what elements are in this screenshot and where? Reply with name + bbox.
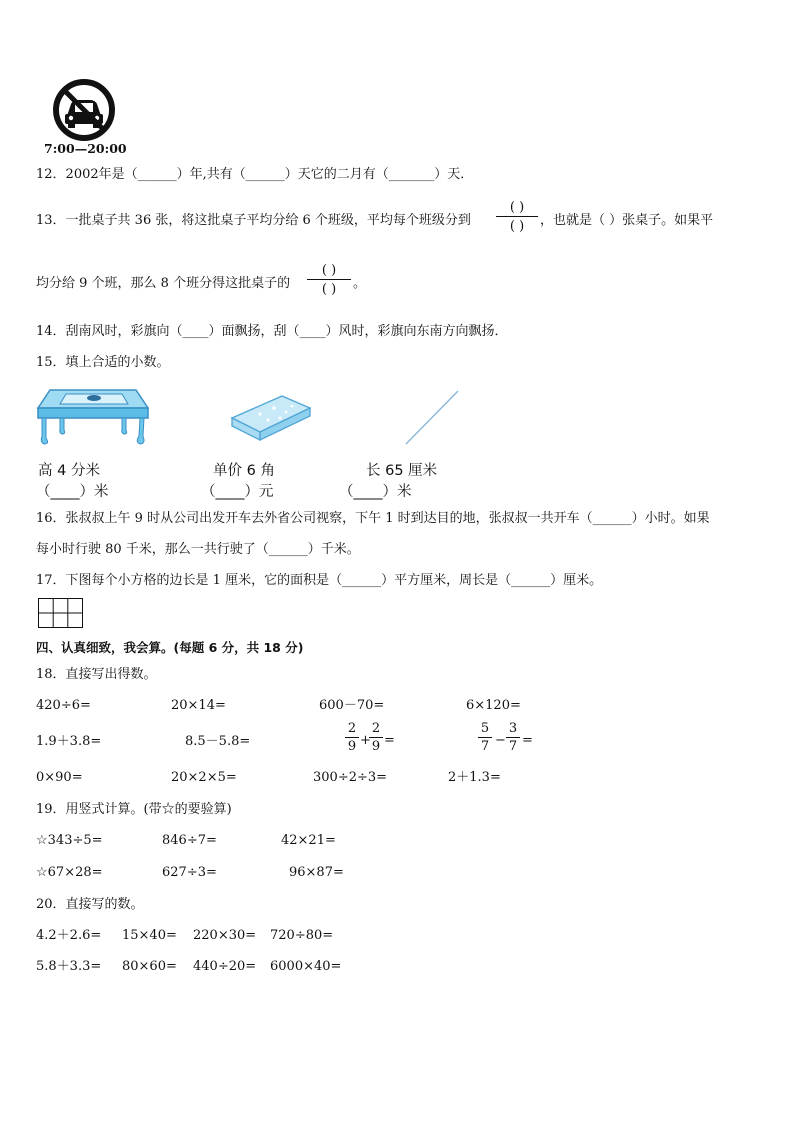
q18-fb-op: − <box>495 733 506 748</box>
q20-r2-c4: 6000×40= <box>270 959 342 974</box>
q18-fb1-den: 7 <box>480 739 490 754</box>
q13-frac1-top: ( ) <box>509 200 525 215</box>
q13-line1-a: 13．一批桌子共 36 张，将这批桌子平均分给 6 个班级，平均每个班级分到 <box>36 213 471 228</box>
q13-line1-b: ，也就是（ ）张桌子。如果平 <box>540 213 714 228</box>
q18-fa-op: + <box>360 733 371 748</box>
q15-title: 15．填上合适的小数。 <box>36 355 170 370</box>
q20-r1-c3: 220×30= <box>193 928 257 943</box>
q18-fb2-num: 3 <box>508 721 518 736</box>
q13-line2-a: 均分给 9 个班，那么 8 个班分得这批桌子的 <box>36 276 291 291</box>
q19-r2-c3: 96×87= <box>289 865 344 880</box>
q18-fraction-a2 <box>369 721 383 755</box>
q16-line1: 16．张叔叔上午 9 时从公司出发开车去外省公司视察，下午 1 时到达目的地，张叔叔一共开车（______）小时。如果 <box>36 511 710 526</box>
q18-fraction-b1 <box>478 721 492 755</box>
line-segment-illustration <box>400 388 462 448</box>
q18-fa1-num: 2 <box>347 721 357 736</box>
q18-r3-c3: 300÷2÷3= <box>313 770 388 785</box>
q20-r1-c1: 4.2＋2.6= <box>36 928 102 943</box>
q18-r2-c1: 1.9＋3.8= <box>36 734 102 749</box>
q13-frac1-bottom: ( ) <box>509 219 525 234</box>
q18-title: 18．直接写出得数。 <box>36 667 157 682</box>
q18-r1-c2: 20×14= <box>171 698 226 713</box>
q13-frac2-bottom: ( ) <box>321 282 337 297</box>
q15-blank-3[interactable]: （____）米 <box>339 484 412 500</box>
q15-caption-2: 单价 6 角 <box>213 463 275 479</box>
sign-time: 7:00—20:00 <box>44 141 127 156</box>
q13-fraction-2 <box>307 262 351 298</box>
q19-r1-c2: 846÷7= <box>162 833 217 848</box>
q18-fb-eq: = <box>522 733 533 748</box>
question-14: 14．刮南风时，彩旗向（____）面飘扬，刮（____）风时，彩旗向东南方向飘扬． <box>36 324 508 339</box>
q18-r3-c4: 2＋1.3= <box>448 770 501 785</box>
q18-fa2-num: 2 <box>371 721 381 736</box>
q18-fraction-a1 <box>345 721 359 755</box>
q20-title: 20．直接写的数。 <box>36 897 144 912</box>
question-12: 12．2002年是（______）年,共有（______）天它的二月有（_______）天． <box>36 167 474 182</box>
q18-r1-c1: 420÷6= <box>36 698 91 713</box>
q20-r2-c2: 80×60= <box>122 959 177 974</box>
q18-r3-c1: 0×90= <box>36 770 83 785</box>
grid-figure <box>38 598 84 630</box>
q18-fa-eq: = <box>384 733 395 748</box>
q18-fraction-b2 <box>506 721 520 755</box>
q18-r2-c2: 8.5－5.8= <box>185 734 251 749</box>
q20-r2-c3: 440÷20= <box>193 959 257 974</box>
q18-fb2-den: 7 <box>508 739 518 754</box>
q19-r1-c1: ☆343÷5= <box>36 833 103 848</box>
q15-caption-1: 高 4 分米 <box>38 463 100 479</box>
table-illustration <box>36 384 156 454</box>
q19-r2-c2: 627÷3= <box>162 865 217 880</box>
q18-r1-c3: 600－70= <box>319 698 385 713</box>
eraser-illustration <box>230 394 314 444</box>
no-car-icon <box>52 78 116 142</box>
q15-blank-1[interactable]: （____）米 <box>36 484 109 500</box>
q18-fa2-den: 9 <box>371 739 381 754</box>
q19-r2-c1: ☆67×28= <box>36 865 103 880</box>
question-17: 17．下图每个小方格的边长是 1 厘米，它的面积是（______）平方厘米，周长是（______）厘米。 <box>36 573 603 588</box>
q19-title: 19．用竖式计算。(带☆的要验算) <box>36 802 232 817</box>
q18-r3-c2: 20×2×5= <box>171 770 237 785</box>
q16-line2: 每小时行驶 80 千米，那么一共行驶了（______）千米。 <box>36 542 360 557</box>
section-4-heading: 四、认真细致，我会算。(每题 6 分，共 18 分) <box>36 640 304 655</box>
q19-r1-c3: 42×21= <box>281 833 336 848</box>
q18-fa1-den: 9 <box>347 739 357 754</box>
q20-r1-c4: 720÷80= <box>270 928 334 943</box>
q20-r1-c2: 15×40= <box>122 928 177 943</box>
q18-r1-c4: 6×120= <box>466 698 521 713</box>
q18-fb1-num: 5 <box>480 721 490 736</box>
q13-fraction-1 <box>496 199 538 235</box>
q15-blank-2[interactable]: （____）元 <box>201 484 274 500</box>
q13-line2-b: 。 <box>353 276 367 291</box>
q15-caption-3: 长 65 厘米 <box>366 463 438 479</box>
q13-frac2-top: ( ) <box>321 263 337 278</box>
q20-r2-c1: 5.8＋3.3= <box>36 959 102 974</box>
